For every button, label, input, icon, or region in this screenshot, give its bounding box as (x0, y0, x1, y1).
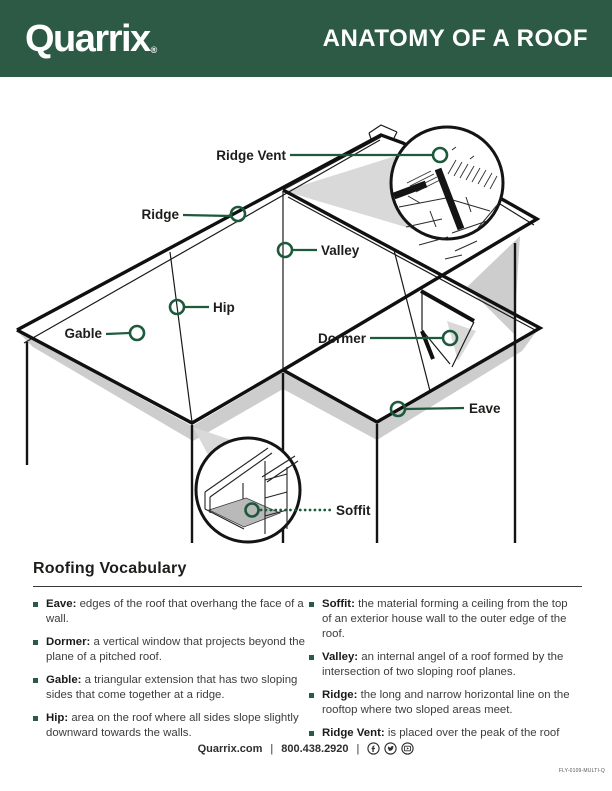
bullet-square-icon (33, 678, 38, 683)
label-eave: Eave (469, 401, 501, 416)
ridge-vent-inset (391, 127, 503, 259)
footer-divider: | (270, 742, 274, 755)
bullet-square-icon (33, 602, 38, 607)
facebook-icon (367, 742, 380, 755)
valley-marker (278, 243, 292, 257)
label-ridge: Ridge (141, 207, 179, 222)
dormer-window (421, 291, 474, 359)
vocab-term: Valley: (322, 651, 359, 663)
vocab-definition: a triangular extension that has two sloping sides that come together at a ridge. (46, 674, 298, 701)
vocab-definition: area on the roof where all sides slope slightly downward towards the walls. (46, 712, 299, 739)
bullet-square-icon (309, 602, 314, 607)
vocab-term: Eave: (46, 598, 77, 610)
logo-text: Quarrix (25, 17, 150, 60)
label-gable: Gable (64, 326, 102, 341)
footer (0, 742, 612, 755)
vocab-definition: the material forming a ceiling from the top of an exterior house wall to the outer edge of the roof. (322, 598, 568, 640)
label-dormer: Dormer (317, 331, 366, 346)
footer-phone: 800.438.2920 (281, 742, 349, 755)
vocab-item-ridge-vent (309, 726, 577, 741)
gable-marker (130, 326, 144, 340)
vocab-item-hip (33, 711, 309, 741)
registered-mark: ® (150, 44, 158, 55)
vocab-item-eave (33, 597, 309, 627)
vocab-term: Ridge Vent: (322, 727, 385, 739)
bullet-square-icon (33, 640, 38, 645)
vocab-definition: edges of the roof that overhang the face of a wall. (46, 598, 304, 625)
vocab-definition: a vertical window that projects beyond the plane of a pitched roof. (46, 636, 305, 663)
social-icons (367, 742, 414, 755)
label-hip: Hip (213, 300, 235, 315)
vocab-definition: is placed over the peak of the roof (387, 727, 560, 739)
vocab-definition: an internal angel of a roof formed by the intersection of two sloping roof planes. (322, 651, 564, 678)
youtube-icon (401, 742, 414, 755)
bullet-square-icon (309, 731, 314, 736)
vocab-item-dormer (33, 635, 309, 665)
vocab-item-soffit (309, 597, 577, 642)
bullet-square-icon (309, 693, 314, 698)
label-ridge-vent: Ridge Vent (216, 148, 286, 163)
footer-divider: | (356, 742, 360, 755)
label-valley: Valley (321, 243, 360, 258)
vocab-column-right (309, 597, 577, 749)
heading-rule (33, 586, 582, 587)
page-title: ANATOMY OF A ROOF (322, 24, 588, 52)
vocab-heading: Roofing Vocabulary (33, 560, 187, 577)
vocab-term: Dormer: (46, 636, 91, 648)
vocab-item-ridge (309, 688, 577, 718)
vocab-term: Hip: (46, 712, 69, 724)
vocab-item-gable (33, 673, 309, 703)
vocab-term: Gable: (46, 674, 82, 686)
vocab-column-left (33, 597, 309, 749)
bullet-square-icon (309, 655, 314, 660)
roof-anatomy-diagram (0, 77, 612, 555)
document-code: FLY-0109-MULTI-Q (558, 768, 605, 774)
bullet-square-icon (33, 716, 38, 721)
twitter-icon (384, 742, 397, 755)
vocab-definition: the long and narrow horizontal line on the rooftop where two sloped areas meet. (322, 689, 570, 716)
header-band (0, 0, 612, 77)
soffit-circle (196, 438, 300, 542)
vocab-term: Ridge: (322, 689, 358, 701)
vocab-item-valley (309, 650, 577, 680)
soffit-inset (196, 438, 300, 542)
vocab-term: Soffit: (322, 598, 355, 610)
quarrix-logo (25, 17, 158, 60)
footer-website: Quarrix.com (197, 742, 263, 755)
label-soffit: Soffit (336, 503, 371, 518)
vocabulary-section (33, 560, 582, 749)
